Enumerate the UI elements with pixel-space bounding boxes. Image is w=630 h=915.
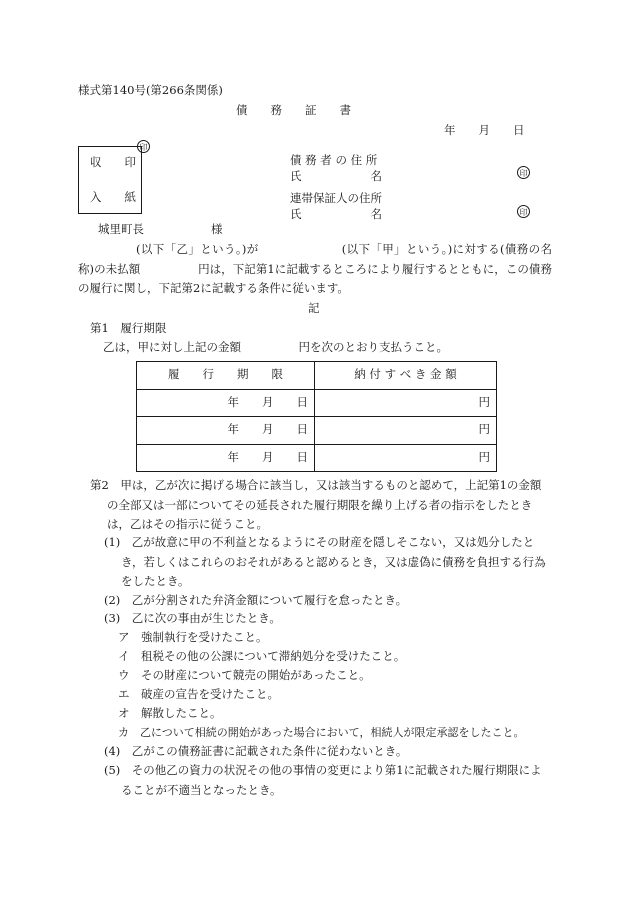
due-date-cell: 年 月 日 <box>137 417 315 445</box>
section2-item-5: (5) その他乙の資力の状況その他の事情の変更により第1に記載された履行期限によることが不適当となったとき。 <box>104 763 542 797</box>
body-paragraph: (以下「乙」という。)が (以下「甲」という。)に対する(債務の名称)の未払額 円は，下記第1に記載するところにより履行するとともに，この債務の履行に関し，下記第2に記載する条件に従います。 <box>78 242 552 295</box>
debtor-name-label: 氏 名 <box>290 169 382 183</box>
section1-text: 乙は，甲に対し上記の金額 円を次のとおり支払うこと。 <box>103 340 448 354</box>
document-title: 債 務 証 書 <box>236 103 351 117</box>
addressee-name: 城里町長 <box>98 222 144 236</box>
section2-item-4: (4) 乙がこの債務証書に記載された条件に従わないとき。 <box>104 744 408 758</box>
stamp-box-top-label: 収 印 <box>90 155 136 169</box>
amount-cell: 円 <box>315 389 497 417</box>
guarantor-name-label: 氏 名 <box>290 207 382 221</box>
stamp-box-bottom-label: 入 紙 <box>90 190 136 204</box>
due-date-cell: 年 月 日 <box>137 444 315 472</box>
section1-heading: 第1 履行期限 <box>90 321 167 335</box>
guarantor-seal-icon: 印 <box>517 205 530 218</box>
section2-subitem-ka: カ 乙について相続の開始があった場合において，相続人が限定承認をしたこと。 <box>118 726 525 739</box>
section2-subitem-e: エ 破産の宣告を受けたこと。 <box>118 687 279 701</box>
table-row <box>137 417 497 445</box>
section2-text: 第2 甲は，乙が次に掲げる場合に該当し，又は該当するものと認めて，上記第1の金額の全部又は一部についてその延長された履行期限を繰り上げる者の指示をしたときは，乙はその指示に従うこと。 <box>90 478 542 531</box>
section2-item-3: (3) 乙に次の事由が生じたとき。 <box>104 611 281 625</box>
amount-cell: 円 <box>315 444 497 472</box>
section2-item-1: (1) 乙が故意に甲の不利益となるようにその財産を隠しそこない，又は処分したとき，若しくはこれらのおそれがあると認めるとき，又は虚偽に債務を負担する行為をしたとき。 <box>104 535 546 588</box>
section2-item-2: (2) 乙が分割された弁済金額について履行を怠ったとき。 <box>104 593 408 607</box>
due-date-cell: 年 月 日 <box>137 389 315 417</box>
table-row <box>137 444 497 472</box>
ki-heading: 記 <box>308 301 320 315</box>
stamp-box-seal-icon: 印 <box>137 140 150 153</box>
payment-schedule-table <box>136 361 497 472</box>
guarantor-address-label: 連帯保証人の住所 <box>290 191 382 205</box>
addressee-honorific: 様 <box>211 222 223 236</box>
debtor-address-label: 債 務 者 の 住 所 <box>290 153 378 167</box>
table-header-row <box>137 362 497 390</box>
section2-subitem-i: イ 租税その他の公課について滞納処分を受けたこと。 <box>118 649 406 663</box>
date-line: 年 月 日 <box>444 123 525 137</box>
table-row <box>137 389 497 417</box>
amount-cell: 円 <box>315 417 497 445</box>
form-number: 様式第140号(第266条関係) <box>78 83 223 97</box>
section2-subitem-o: オ 解散したこと。 <box>118 706 222 720</box>
section2-subitem-u: ウ その財産について競売の開始があったこと。 <box>118 668 371 682</box>
header-amount: 納 付 す べ き 金 額 <box>315 362 497 390</box>
section2-subitem-a: ア 強制執行を受けたこと。 <box>118 630 268 644</box>
debtor-seal-icon: 印 <box>517 166 530 179</box>
header-due-date: 履 行 期 限 <box>137 362 315 390</box>
